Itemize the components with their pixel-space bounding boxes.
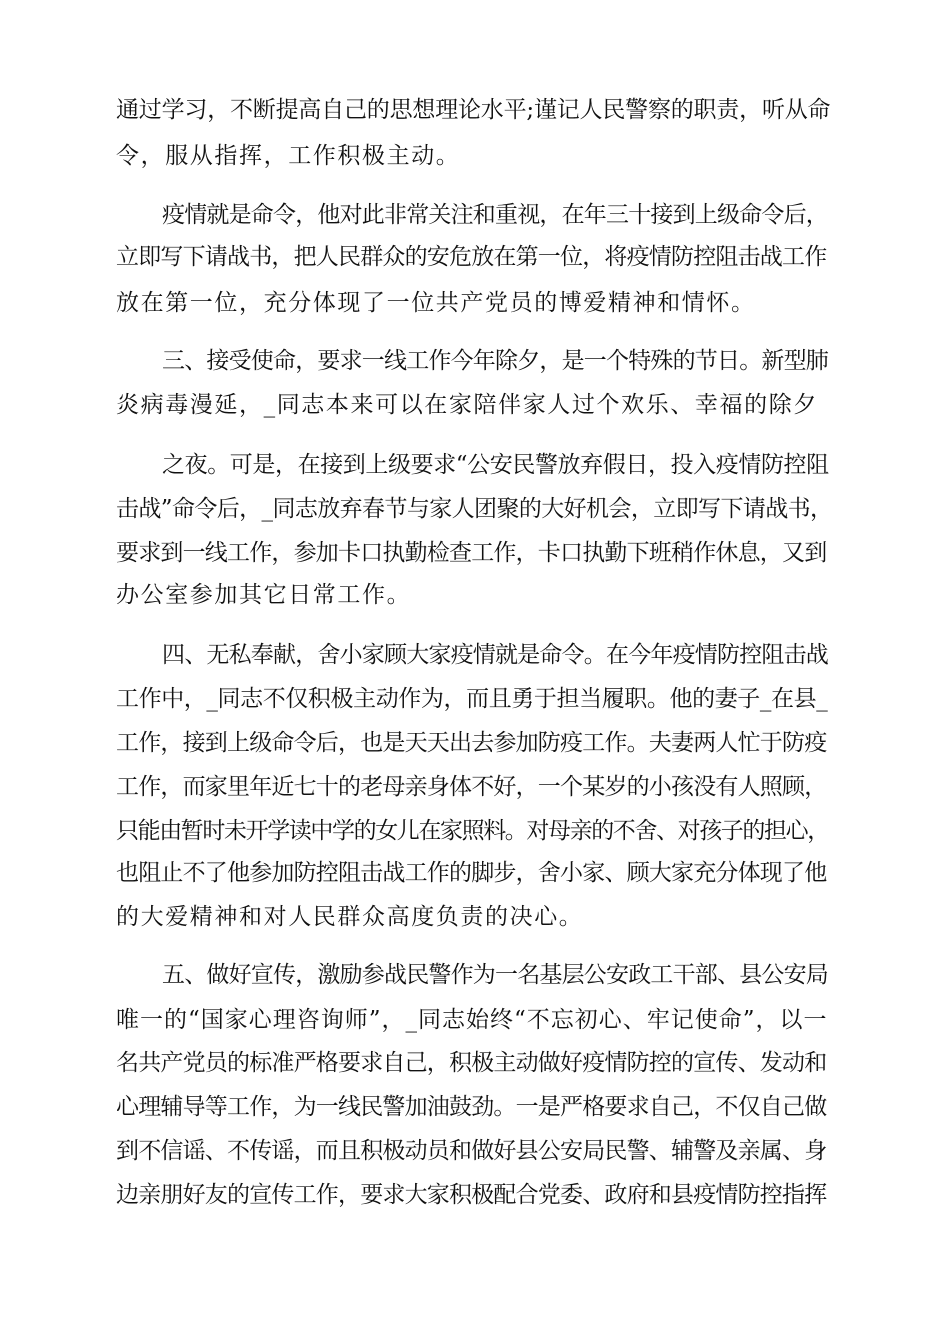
text-line: 放在第一位，充分体现了一位共产党员的博爱精神和情怀。 (116, 290, 756, 316)
text-line: 五、做好宣传，激励参战民警作为一名基层公安政工干部、县公安局 (162, 962, 829, 988)
text-line: 边亲朋好友的宣传工作，要求大家积极配合党委、政府和县疫情防控指挥 (116, 1182, 827, 1208)
text-line: 只能由暂时未开学读中学的女儿在家照料。对母亲的不舍、对孩子的担心， (116, 818, 829, 844)
text-line: 之夜。可是，在接到上级要求“公安民警放弃假日，投入疫情防控阻 (162, 452, 829, 478)
text-line: 也阻止不了他参加防控阻击战工作的脚步，舍小家、顾大家充分体现了他 (116, 860, 827, 886)
text-line: 击战”命令后，_同志放弃春节与家人团聚的大好机会，立即写下请战书， (116, 496, 833, 522)
text-line: 工作，接到上级命令后，也是天天出去参加防疫工作。夫妻两人忙于防疫 (116, 730, 827, 756)
text-line: 疫情就是命令，他对此非常关注和重视，在年三十接到上级命令后， (162, 202, 829, 228)
text-line: 令，服从指挥，工作积极主动。 (116, 143, 461, 169)
text-line: 工作，而家里年近七十的老母亲身体不好，一个某岁的小孩没有人照顾， (116, 774, 827, 800)
text-line: 工作中，_同志不仅积极主动作为，而且勇于担当履职。他的妻子_在县_ (116, 686, 828, 712)
text-line: 通过学习，不断提高自己的思想理论水平;谨记人民警察的职责，听从命 (116, 97, 831, 123)
text-line: 立即写下请战书，把人民群众的安危放在第一位，将疫情防控阻击战工作 (116, 244, 827, 270)
text-line: 唯一的“国家心理咨询师”，_同志始终“不忘初心、牢记使命”，以一 (116, 1007, 828, 1033)
text-line: 的大爱精神和对人民群众高度负责的决心。 (116, 904, 584, 930)
text-line: 心理辅导等工作，为一线民警加油鼓劲。一是严格要求自己，不仅自己做 (116, 1094, 827, 1120)
text-line: 要求到一线工作，参加卡口执勤检查工作，卡口执勤下班稍作休息，又到 (116, 540, 827, 566)
text-line: 炎病毒漫延，_同志本来可以在家陪伴家人过个欢乐、幸福的除夕 (116, 392, 818, 418)
text-line: 名共产党员的标准严格要求自己，积极主动做好疫情防控的宣传、发动和 (116, 1050, 827, 1076)
text-line: 办公室参加其它日常工作。 (116, 582, 412, 608)
text-line: 三、接受使命，要求一线工作今年除夕，是一个特殊的节日。新型肺 (162, 348, 829, 374)
text-line: 四、无私奉献，舍小家顾大家疫情就是命令。在今年疫情防控阻击战 (162, 642, 829, 668)
text-line: 到不信谣、不传谣，而且积极动员和做好县公安局民警、辅警及亲属、身 (116, 1138, 827, 1164)
